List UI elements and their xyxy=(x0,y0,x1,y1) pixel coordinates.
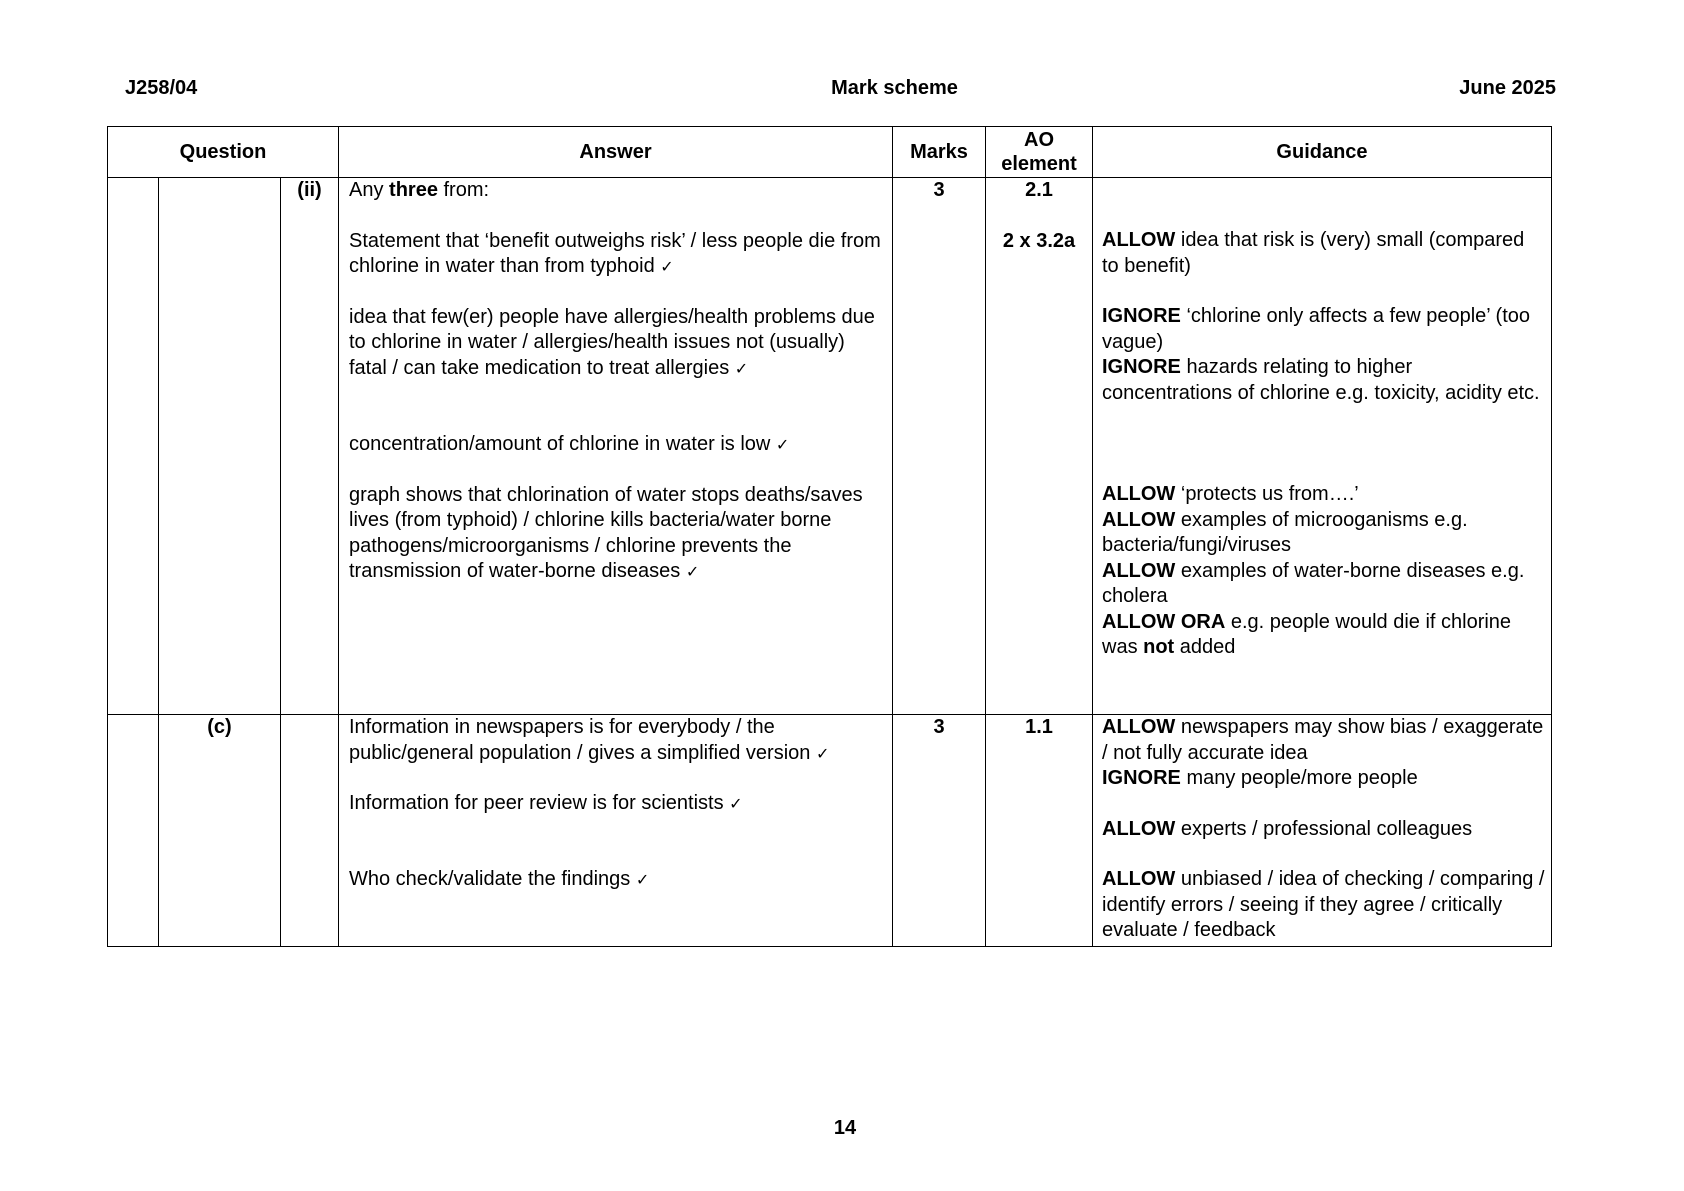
mark-scheme-table xyxy=(107,126,1552,947)
col-answer: Answer xyxy=(339,127,893,178)
table-row xyxy=(108,178,1552,715)
answer-point xyxy=(349,791,884,817)
tick-icon: ✓ xyxy=(734,358,749,378)
answer-point xyxy=(349,867,884,893)
answer-intro-post: from: xyxy=(437,179,490,201)
guidance-note xyxy=(1102,867,1545,944)
guidance-text: ‘protects us from….’ xyxy=(1175,483,1359,505)
answer-point-text: Information for peer review is for scientists xyxy=(349,792,724,814)
guidance-text: experts / professional colleagues xyxy=(1175,817,1473,840)
answer-point xyxy=(349,483,884,585)
page-number: 14 xyxy=(833,1117,857,1139)
answer-cell xyxy=(339,715,893,947)
answer-point xyxy=(349,432,884,458)
answer-point-text: concentration/amount of chlorine in water is low xyxy=(349,433,771,455)
guidance-note xyxy=(1102,304,1545,355)
marks-value: 3 xyxy=(893,178,986,715)
guidance-text: newspapers may show bias / exaggerate / not fully accurate idea xyxy=(1102,716,1544,764)
guidance-keyword: IGNORE xyxy=(1102,305,1181,327)
guidance-text: examples of microoganisms e.g. bacteria/fungi/viruses xyxy=(1102,508,1468,556)
tick-icon: ✓ xyxy=(815,743,830,763)
answer-point-text: Information in newspapers is for everybody / the public/general population / gives a simplified version xyxy=(349,716,811,764)
tick-icon: ✓ xyxy=(775,435,790,454)
guidance-emphasis: not xyxy=(1143,636,1175,658)
guidance-text: idea that risk is (very) small (compared to benefit) xyxy=(1102,229,1525,277)
col-ao-element xyxy=(986,127,1093,178)
ao-element-cell xyxy=(986,178,1093,715)
guidance-text: unbiased / idea of checking / comparing / identify errors / seeing if they agree / critically evaluate / feedback xyxy=(1102,868,1545,941)
guidance-keyword: IGNORE xyxy=(1102,356,1181,378)
table-header-row xyxy=(108,127,1552,178)
ao-value: 1.1 xyxy=(986,715,1093,947)
guidance-note xyxy=(1102,482,1545,508)
ao-value: 2 x 3.2a xyxy=(1002,229,1076,252)
guidance-cell xyxy=(1093,715,1552,947)
tick-icon: ✓ xyxy=(729,794,743,813)
answer-point xyxy=(349,229,884,280)
question-part: (c) xyxy=(159,715,281,947)
guidance-keyword: IGNORE xyxy=(1102,767,1181,789)
answer-point-text: Who check/validate the findings xyxy=(349,867,631,890)
col-question: Question xyxy=(108,127,339,178)
tick-icon: ✓ xyxy=(635,869,650,889)
marks-value: 3 xyxy=(893,715,986,947)
question-subpart-cell xyxy=(281,715,339,947)
question-number-cell xyxy=(108,178,159,715)
document-title: Mark scheme xyxy=(831,77,958,99)
col-guidance: Guidance xyxy=(1093,127,1552,178)
guidance-text: hazards relating to higher concentrations of chlorine e.g. toxicity, acidity etc. xyxy=(1102,356,1540,404)
guidance-note xyxy=(1102,715,1545,766)
guidance-text: examples of water-borne diseases e.g. cholera xyxy=(1102,559,1525,607)
answer-point-text: Statement that ‘benefit outweighs risk’ / less people die from chlorine in water than from typhoid xyxy=(349,229,881,277)
question-subpart: (ii) xyxy=(281,178,339,715)
answer-point xyxy=(349,715,884,766)
guidance-keyword: ALLOW xyxy=(1102,868,1176,890)
guidance-keyword: ALLOW xyxy=(1102,483,1176,505)
answer-point-text: idea that few(er) people have allergies/health problems due to chlorine in water / allergies/health issues not (usually) fatal / can take medication to treat allergies xyxy=(349,305,875,379)
table-row xyxy=(108,715,1552,947)
guidance-text: e.g. people would die if chlorine was xyxy=(1102,610,1512,658)
question-number-cell xyxy=(108,715,159,947)
guidance-note xyxy=(1102,817,1545,843)
answer-intro xyxy=(349,178,884,204)
ao-value: 2.1 xyxy=(1025,179,1053,201)
answer-intro-pre: Any xyxy=(349,179,390,201)
col-ao-line1: AO xyxy=(1024,129,1054,151)
guidance-keyword: ALLOW xyxy=(1102,817,1176,840)
guidance-keyword: ALLOW ORA xyxy=(1102,610,1226,633)
guidance-cell xyxy=(1093,178,1552,715)
guidance-text: ‘chlorine only affects a few people’ (too vague) xyxy=(1102,305,1530,353)
guidance-keyword: ALLOW xyxy=(1102,229,1176,251)
guidance-note xyxy=(1102,766,1545,792)
paper-code: J258/04 xyxy=(125,77,198,99)
tick-icon: ✓ xyxy=(660,257,674,276)
answer-intro-bold: three xyxy=(389,179,438,201)
guidance-note xyxy=(1102,228,1545,279)
guidance-text: many people/more people xyxy=(1180,767,1418,789)
col-marks: Marks xyxy=(893,127,986,178)
guidance-note xyxy=(1102,559,1545,610)
tick-icon: ✓ xyxy=(685,562,700,581)
exam-session: June 2025 xyxy=(1459,77,1556,99)
guidance-keyword: ALLOW xyxy=(1102,559,1176,582)
guidance-note xyxy=(1102,355,1545,406)
answer-point xyxy=(349,305,884,382)
answer-point-text: graph shows that chlorination of water stops deaths/saves lives (from typhoid) / chlorine kills bacteria/water borne pathogens/microorganisms / chlorine prevents the transmission of water-borne diseases xyxy=(349,483,863,582)
guidance-keyword: ALLOW xyxy=(1102,508,1176,531)
guidance-note xyxy=(1102,610,1545,661)
guidance-keyword: ALLOW xyxy=(1102,716,1176,738)
col-ao-line2: element xyxy=(1001,153,1077,175)
question-part-cell xyxy=(159,178,281,715)
guidance-note xyxy=(1102,508,1545,559)
answer-cell xyxy=(339,178,893,715)
guidance-text: added xyxy=(1174,636,1236,658)
